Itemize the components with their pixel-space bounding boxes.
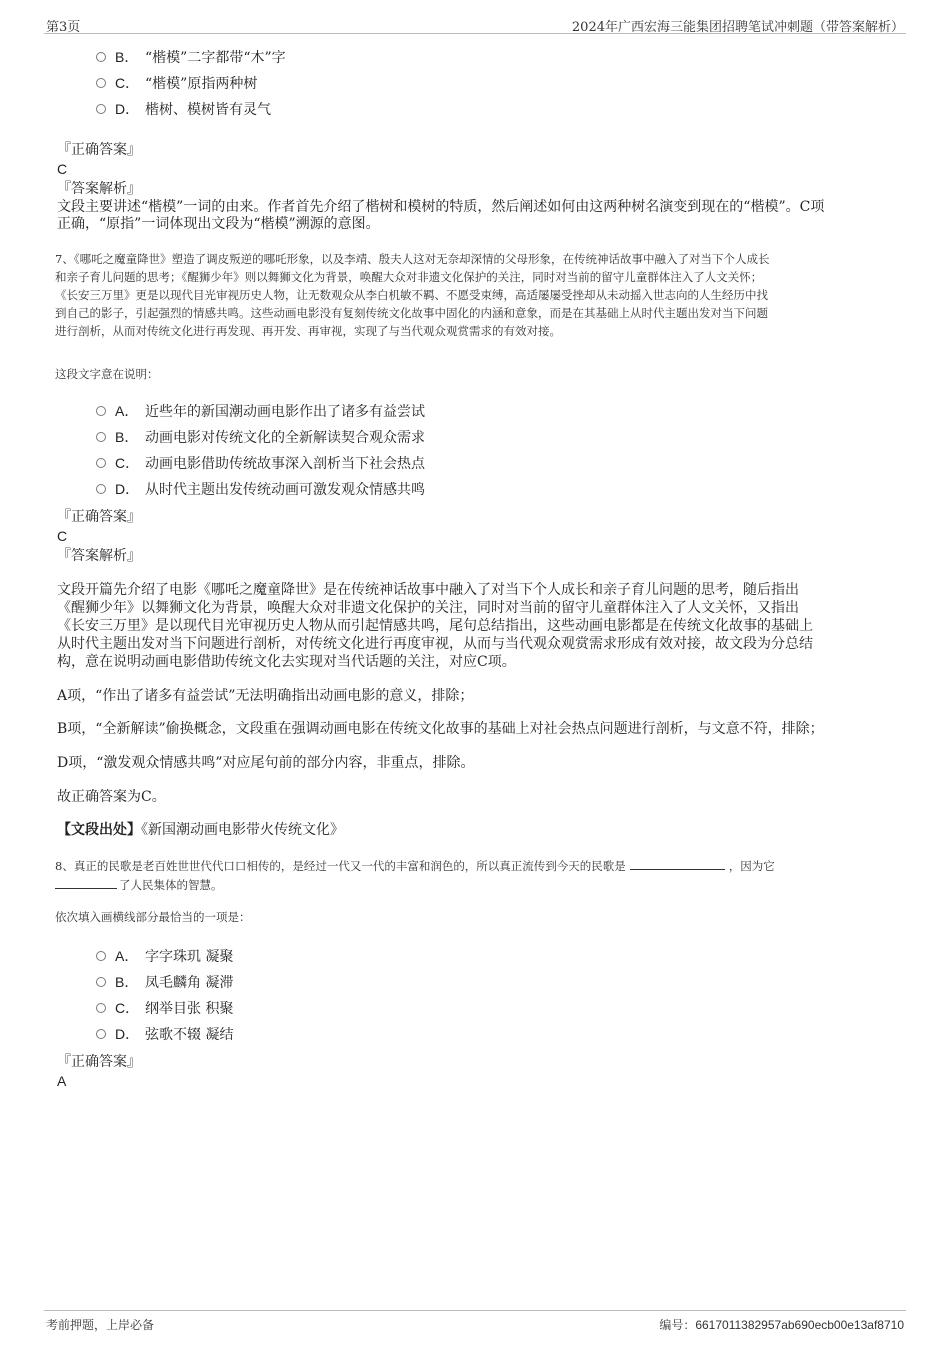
fill-blank-2 [55,877,117,889]
radio-icon[interactable] [96,52,106,62]
q6-option-d[interactable]: D． 楷树、模树皆有灵气 [96,100,271,119]
document-title: 2024年广西宏海三能集团招聘笔试冲刺题（带答案解析） [571,20,904,35]
q6-answer: C [57,161,68,177]
page-number: 第3页 [46,20,81,35]
radio-icon[interactable] [96,458,106,468]
q7-option-d[interactable]: D． 从时代主题出发传统动画可激发观众情感共鸣 [96,480,425,499]
q7-analysis-option-a: A项，“作出了诸多有益尝试”无法明确指出动画电影的意义，排除； [57,688,474,704]
radio-icon[interactable] [96,1003,106,1013]
q7-stem-line: 和亲子育儿问题的思考；《醒狮少年》则以舞狮文化为背景，唤醒大众对非遗文化保护的关注，同时对当前的留守儿童群体注入了人文关怀； [55,270,763,284]
q8-prompt: 依次填入画横线部分最恰当的一项是： [55,910,251,924]
q8-option-a[interactable]: A． 字字珠玑 凝聚 [96,947,233,966]
q8-answer: A [57,1073,67,1089]
page-header [44,14,906,34]
q7-answer-label: 『正确答案』 [57,509,141,525]
radio-icon[interactable] [96,977,106,987]
q8-option-c[interactable]: C． 纲举目张 积聚 [96,999,233,1018]
q7-analysis-line: 《长安三万里》是以现代目光审视历史人物从而引起情感共鸣，尾句总结指出，这些动画电影都是在传统文化故事的基础上 [57,618,813,634]
source-label: 【文段出处】 [57,822,141,838]
q6-analysis-label: 『答案解析』 [57,181,141,197]
document-code: 编号：6617011382957ab690ecb00e13af8710 [659,1318,904,1332]
q7-analysis-line: 文段开篇先介绍了电影《哪吒之魔童降世》是在传统神话故事中融入了对当下个人成长和亲子育儿问题的思考，随后指出 [57,582,799,598]
radio-icon[interactable] [96,951,106,961]
q7-prompt: 这段文字意在说明： [55,367,159,381]
q7-answer: C [57,528,68,544]
q7-stem-line: 到自己的影子，引起强烈的情感共鸣。这些动画电影没有复刻传统文化故事中固化的内涵和意象，而是在其基础上从时代主题出发对当下问题 [55,306,768,320]
q7-stem-line: 进行剖析，从而对传统文化进行再发现、再开发、再审视，实现了与当代观众观赏需求的有效对接。 [55,324,561,338]
q6-analysis-line: 文段主要讲述“楷模”一词的由来。作者首先介绍了楷树和模树的特质，然后阐述如何由这两种树名演变到现在的“楷模”。C项 [57,199,825,215]
q7-option-b[interactable]: B． 动画电影对传统文化的全新解读契合观众需求 [96,428,425,447]
q7-analysis-option-d: D项，“激发观众情感共鸣”对应尾句前的部分内容，非重点，排除。 [57,755,475,771]
source-title: 《新国潮动画电影带火传统文化》 [141,822,344,838]
radio-icon[interactable] [96,104,106,114]
q6-option-b[interactable]: B． “楷模”二字都带“木”字 [96,48,286,67]
radio-icon[interactable] [96,406,106,416]
q6-analysis-line: 正确，“原指”一词体现出文段为“楷模”溯源的意图。 [57,216,380,232]
q6-answer-label: 『正确答案』 [57,142,141,158]
q8-stem-line: 了人民集体的智慧。 [55,876,895,894]
q7-source [57,822,887,840]
q7-analysis-line: 构，意在说明动画电影借助传统文化去实现对当代话题的关注，对应C项。 [57,654,516,670]
q7-option-c[interactable]: C． 动画电影借助传统故事深入剖析当下社会热点 [96,454,425,473]
q6-option-c[interactable]: C． “楷模”原指两种树 [96,74,257,93]
q7-analysis-line: 从时代主题出发对当下问题进行剖析，对传统文化进行再度审视，从而与当代观众观赏需求形成有效对接，故文段为分总结 [57,636,813,652]
q7-analysis-conclusion: 故正确答案为C。 [57,789,166,805]
q7-analysis-option-b: B项，“全新解读”偷换概念，文段重在强调动画电影在传统文化故事的基础上对社会热点问题进行剖析，与文意不符，排除； [57,721,824,737]
q8-option-b[interactable]: B． 凤毛麟角 凝滞 [96,973,233,992]
radio-icon[interactable] [96,78,106,88]
footer-slogan: 考前押题，上岸必备 [46,1318,155,1332]
q7-stem-line: 7、《哪吒之魔童降世》塑造了调皮叛逆的哪吒形象，以及李靖、殷夫人这对无奈却深情的父母形象，在传统神话故事中融入了对当下个人成长 [55,252,770,266]
fill-blank-1 [630,858,725,870]
q8-option-d[interactable]: D． 弦歌不辍 凝结 [96,1025,233,1044]
q7-analysis-label: 『答案解析』 [57,548,141,564]
page-footer [44,1310,906,1334]
q7-analysis-line: 《醒狮少年》以舞狮文化为背景，唤醒大众对非遗文化保护的关注，同时对当前的留守儿童群体注入了人文关怀，又指出 [57,600,799,616]
q8-stem-line: 8、真正的民歌是老百姓世世代代口口相传的，是经过一代又一代的丰富和润色的，所以真正流传到今天的民歌是 ，因为它 [55,859,775,873]
radio-icon[interactable] [96,1029,106,1039]
q8-answer-label: 『正确答案』 [57,1054,141,1070]
radio-icon[interactable] [96,432,106,442]
q7-option-a[interactable]: A． 近些年的新国潮动画电影作出了诸多有益尝试 [96,402,425,421]
q7-stem-line: 《长安三万里》更是以现代目光审视历史人物，让无数观众从李白机敏不羁、不愿受束缚，高适屡屡受挫却从未动摇入世志向的人生经历中找 [55,288,768,302]
radio-icon[interactable] [96,484,106,494]
